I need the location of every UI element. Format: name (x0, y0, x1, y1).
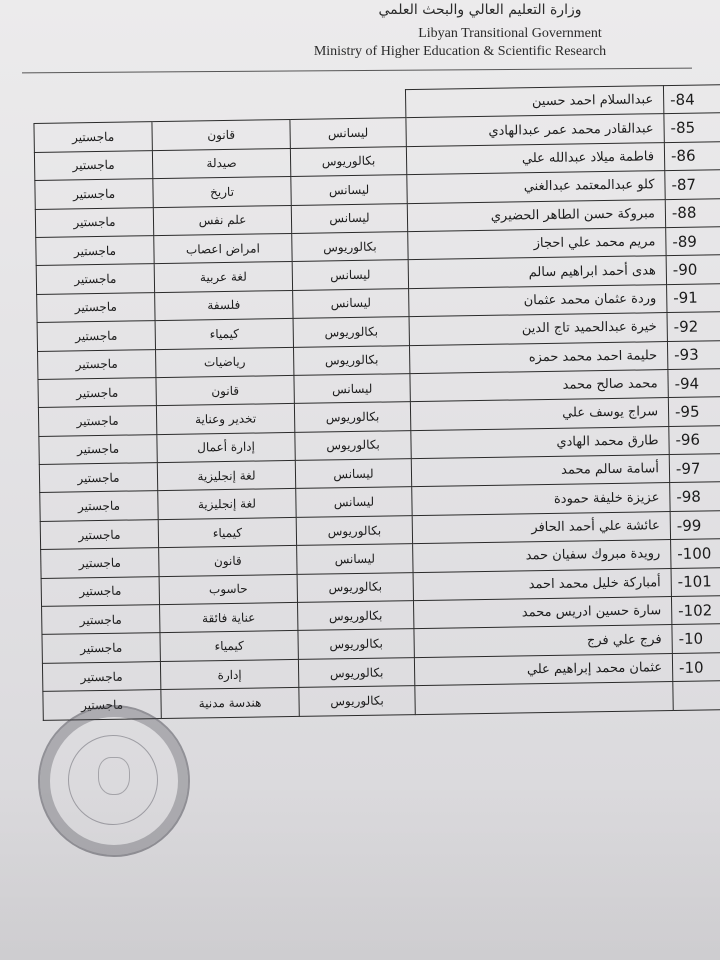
level-cell: بكالوريوس (298, 629, 414, 659)
number-cell: -92 (667, 312, 720, 341)
degree-cell: ماجستير (35, 179, 153, 209)
degree-cell: ماجستير (40, 491, 158, 521)
degree-cell: ماجستير (39, 434, 157, 464)
letterhead-arabic: وزارة التعليم العالي والبحث العلمي (378, 2, 582, 18)
number-cell: -96 (669, 425, 720, 454)
degree-cell: ماجستير (38, 349, 156, 379)
name-cell: سارة حسين ادريس محمد (413, 597, 671, 629)
number-cell: -98 (670, 482, 720, 511)
page-shadow (0, 780, 720, 960)
degree-cell: ماجستير (41, 576, 159, 606)
letterhead-ministry: Ministry of Higher Education & Scientific Research (313, 44, 607, 59)
level-cell: ليسانس (293, 288, 409, 318)
number-cell: -85 (664, 113, 720, 142)
degree-cell: ماجستير (37, 321, 155, 351)
level-cell (289, 90, 405, 120)
level-cell: ليسانس (291, 203, 407, 233)
number-cell: -100 (671, 539, 720, 568)
name-cell: أسامة سالم محمد (411, 455, 669, 487)
name-cell: مبروكة حسن الطاهر الحضيري (407, 199, 665, 231)
major-cell: كيمياء (155, 319, 293, 350)
level-cell: بكالوريوس (297, 572, 413, 602)
major-cell: تاريخ (153, 177, 291, 208)
level-cell: بكالوريوس (294, 402, 410, 432)
major-cell: قانون (152, 120, 290, 151)
level-cell: بكالوريوس (298, 601, 414, 631)
level-cell: بكالوريوس (298, 657, 414, 687)
degree-cell: ماجستير (40, 519, 158, 549)
degree-cell: ماجستير (42, 633, 160, 663)
major-cell: امراض اعصاب (154, 233, 292, 264)
major-cell: إدارة (160, 659, 298, 690)
major-cell: قانون (159, 546, 297, 577)
degree-cell: ماجستير (36, 236, 154, 266)
name-cell: عائشة علي أحمد الحافر (412, 511, 670, 543)
name-cell: رويدة مبروك سفيان حمد (413, 540, 671, 572)
number-cell: -94 (668, 368, 720, 397)
name-cell: عبدالسلام احمد حسين (405, 86, 663, 118)
level-cell: بكالوريوس (299, 686, 415, 716)
number-cell: -10 (672, 652, 720, 681)
level-cell: بكالوريوس (293, 345, 409, 375)
major-cell: لغة عربية (154, 262, 292, 293)
name-cell: فرج علي فرج (414, 625, 672, 657)
degree-cell: ماجستير (39, 463, 157, 493)
number-cell: -10 (672, 624, 720, 653)
scholarship-table (33, 84, 720, 775)
number-cell: -89 (666, 226, 720, 255)
degree-cell: ماجستير (42, 661, 160, 691)
level-cell: ليسانس (297, 544, 413, 574)
number-cell: -84 (663, 84, 720, 113)
name-cell (415, 682, 673, 714)
number-cell: -97 (669, 454, 720, 483)
degree-cell: ماجستير (43, 690, 161, 720)
degree-cell: ماجستير (36, 264, 154, 294)
number-cell: -90 (666, 255, 720, 284)
degree-cell: ماجستير (34, 150, 152, 180)
name-cell: هدى أحمد ابراهيم سالم (408, 256, 666, 288)
name-cell: عثمان محمد إبراهيم علي (414, 653, 672, 685)
number-cell: -95 (668, 397, 720, 426)
degree-cell: ماجستير (42, 605, 160, 635)
degree-cell: ماجستير (38, 378, 156, 408)
name-cell: كلو عبدالمعتمد عبدالغني (407, 171, 665, 203)
major-cell: علم نفس (153, 205, 291, 236)
level-cell: ليسانس (292, 260, 408, 290)
number-cell: -91 (667, 283, 720, 312)
name-cell: فاطمة ميلاد عبدالله علي (406, 142, 664, 174)
level-cell: ليسانس (296, 487, 412, 517)
name-cell: سراج يوسف علي (410, 398, 668, 430)
level-cell: بكالوريوس (293, 317, 409, 347)
name-cell: محمد صالح محمد (410, 369, 668, 401)
name-cell: حليمة احمد محمد حمزه (409, 341, 667, 373)
major-cell (151, 91, 289, 122)
major-cell: لغة إنجليزية (157, 461, 295, 492)
level-cell: ليسانس (295, 459, 411, 489)
major-cell: فلسفة (155, 290, 293, 321)
level-cell: بكالوريوس (295, 430, 411, 460)
name-cell: مريم محمد علي احجاز (408, 228, 666, 260)
level-cell: بكالوريوس (292, 232, 408, 262)
major-cell: إدارة أعمال (157, 432, 295, 463)
name-cell: خيرة عبدالحميد تاج الدين (409, 313, 667, 345)
name-cell: عبدالقادر محمد عمر عبدالهادي (406, 114, 664, 146)
number-cell (673, 681, 720, 710)
number-cell: -93 (667, 340, 720, 369)
degree-cell: ماجستير (41, 548, 159, 578)
level-cell: بكالوريوس (290, 146, 406, 176)
major-cell: قانون (156, 375, 294, 406)
number-cell: -99 (670, 510, 720, 539)
degree-cell: ماجستير (38, 406, 156, 436)
degree-cell: ماجستير (35, 207, 153, 237)
degree-cell (34, 94, 152, 124)
name-cell: وردة عثمان محمد عثمان (409, 284, 667, 316)
number-cell: -102 (671, 595, 720, 624)
major-cell: كيمياء (158, 517, 296, 548)
major-cell: رياضيات (156, 347, 294, 378)
major-cell: لغة إنجليزية (158, 489, 296, 520)
number-cell: -86 (664, 141, 720, 170)
level-cell: ليسانس (290, 118, 406, 148)
level-cell: بكالوريوس (296, 515, 412, 545)
name-cell: أمباركة خليل محمد احمد (413, 568, 671, 600)
number-cell: -88 (665, 198, 720, 227)
major-cell: صيدلة (152, 148, 290, 179)
major-cell: كيمياء (160, 631, 298, 662)
letterhead-government: Libyan Transitional Government (418, 26, 602, 41)
name-cell: عزيزة خليفة حمودة (412, 483, 670, 515)
name-cell: طارق محمد الهادي (411, 426, 669, 458)
major-cell: عناية فائقة (160, 602, 298, 633)
major-cell: حاسوب (159, 574, 297, 605)
major-cell: تخدير وعناية (156, 404, 294, 435)
level-cell: ليسانس (291, 175, 407, 205)
degree-cell: ماجستير (34, 122, 152, 152)
level-cell: ليسانس (294, 374, 410, 404)
number-cell: -101 (671, 567, 720, 596)
number-cell: -87 (665, 170, 720, 199)
major-cell: هندسة مدنية (161, 688, 299, 719)
degree-cell: ماجستير (37, 292, 155, 322)
